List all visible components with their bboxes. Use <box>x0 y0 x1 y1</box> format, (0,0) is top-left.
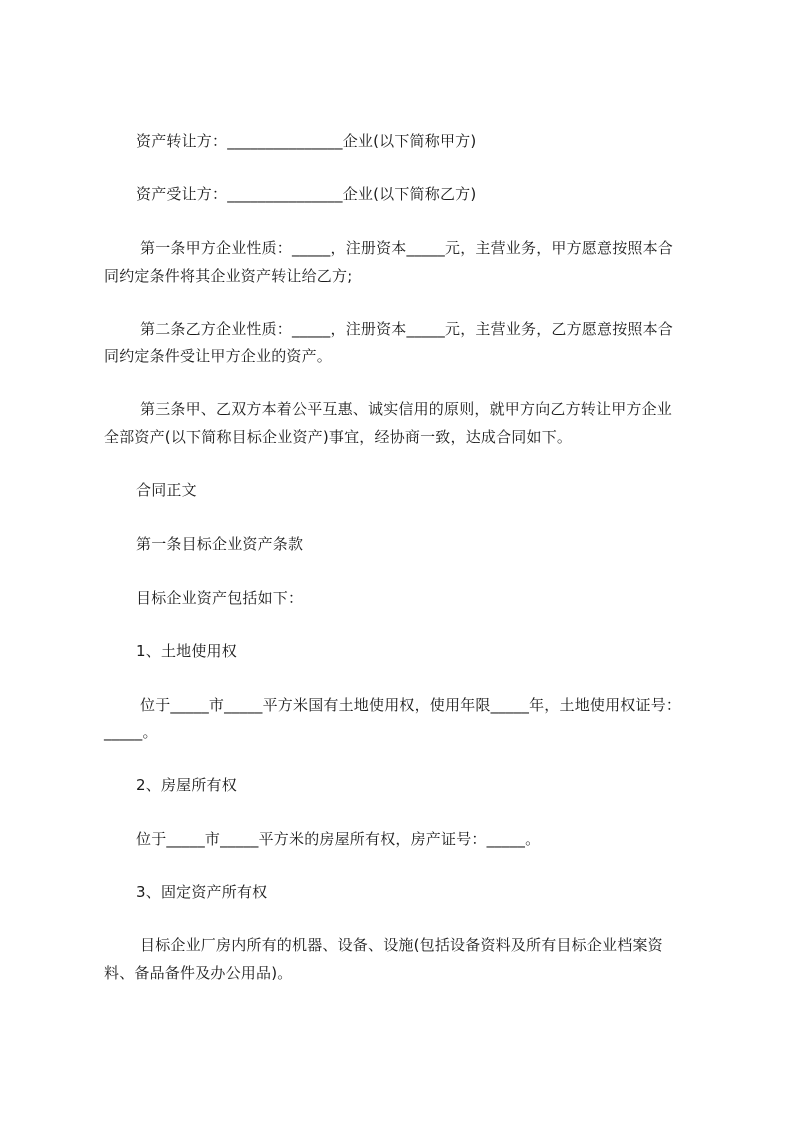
article2-line2: 同约定条件受让甲方企业的资产。 <box>104 347 333 365</box>
assets-intro: 目标企业资产包括如下： <box>136 589 304 607</box>
item1-text-line1: 位于_____市_____平方米国有土地使用权，使用年限_____年，土地使用权证号： <box>140 696 682 714</box>
item1-heading: 1、土地使用权 <box>136 642 237 660</box>
item3-text-line2: 料、备品备件及办公用品)。 <box>104 964 293 982</box>
article3-line2: 全部资产(以下简称目标企业资产)事宜，经协商一致，达成合同如下。 <box>104 428 573 446</box>
item1-text-line2: _____。 <box>104 723 158 741</box>
article1-line2: 同约定条件将其企业资产转让给乙方; <box>104 267 353 285</box>
contract-body-heading: 合同正文 <box>136 481 197 499</box>
item2-heading: 2、房屋所有权 <box>136 776 237 794</box>
article3-line1: 第三条甲、乙双方本着公平互惠、诚实信用的原则，就甲方向乙方转让甲方企业 <box>140 400 673 418</box>
transferor-line: 资产转让方：_______________企业(以下简称甲方) <box>136 132 477 150</box>
item3-heading: 3、固定资产所有权 <box>136 883 268 901</box>
clause1-heading: 第一条目标企业资产条款 <box>136 535 304 553</box>
transferee-line: 资产受让方：_______________企业(以下简称乙方) <box>136 185 477 203</box>
article2-line1: 第二条乙方企业性质：_____，注册资本_____元，主营业务，乙方愿意按照本合 <box>140 320 674 338</box>
item3-text-line1: 目标企业厂房内所有的机器、设备、设施(包括设备资料及所有目标企业档案资 <box>140 936 663 954</box>
article1-line1: 第一条甲方企业性质：_____，注册资本_____元，主营业务，甲方愿意按照本合 <box>140 239 674 257</box>
item2-text: 位于_____市_____平方米的房屋所有权，房产证号：_____。 <box>136 830 541 848</box>
